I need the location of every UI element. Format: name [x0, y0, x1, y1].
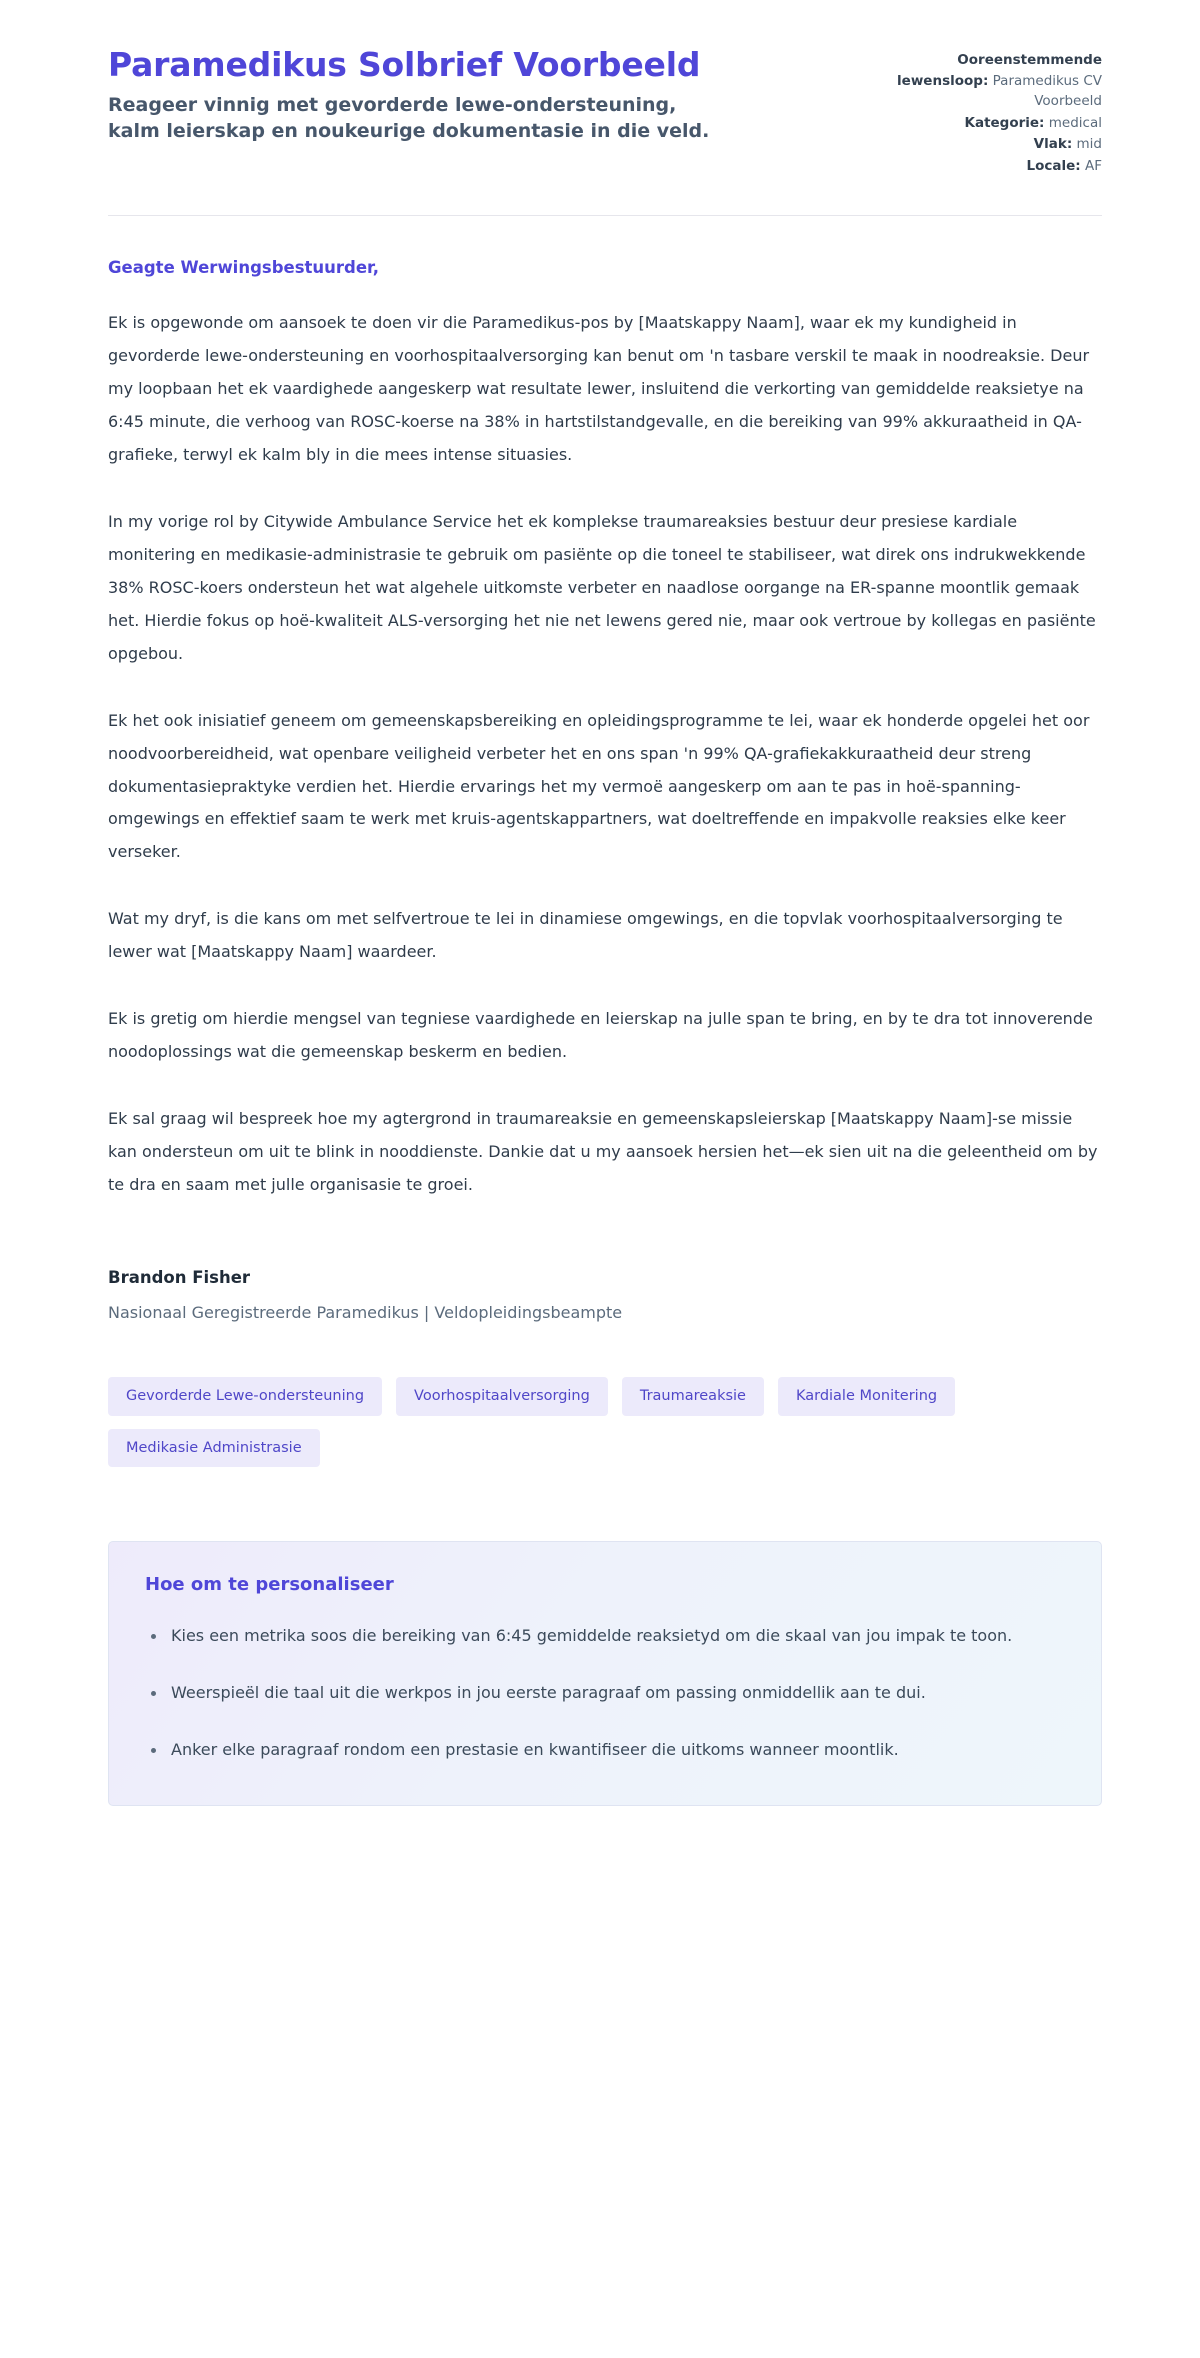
skill-tag-list [108, 1377, 1073, 1467]
skill-tag[interactable]: Traumareaksie [622, 1377, 764, 1416]
letter-paragraph: Ek is gretig om hierdie mengsel van tegniese vaardighede en leierskap na julle span te bring, en by te dra tot innoverende noodoplossings wat die gemeenskap beskerm en bedien. [108, 1009, 1093, 1062]
metadata-label: Ooreenstemmende lewensloop: [897, 52, 1102, 89]
signature-name: Brandon Fisher [108, 1268, 251, 1288]
callout-title: Hoe om te personaliseer [145, 1574, 394, 1596]
callout-tip-list [145, 1621, 1065, 1765]
letter-paragraph: In my vorige rol by Citywide Ambulance Service het ek komplekse traumareaksies bestuur deur presiese kardiale monitering en medikasie-administrasie te gebruik om pasiënte op die toneel te stabiliseer, wat direk ons indrukwekkende 38% ROSC-koers ondersteun het wat algehele uitkomste verbeter en naadlose oorgange na ER-spanne moontlik gemaak het. Hierdie fokus op hoë-kwaliteit ALS-versorging het nie net lewens gered nie, maar ook vertroue by kollegas en pasiënte opgebou. [108, 511, 1096, 663]
metadata-row-matching-resume [872, 50, 1102, 112]
signature-role: Nasionaal Geregistreerde Paramedikus | Veldopleidingsbeampte [108, 1303, 623, 1323]
callout-tip-item: Kies een metrika soos die bereiking van 6:45 gemiddelde reaksietyd om die skaal van jou impak te toon. [145, 1621, 1065, 1652]
metadata-value: medical [1048, 114, 1102, 131]
letter-paragraph: Ek sal graag wil bespreek hoe my agtergrond in traumareaksie en gemeenskapsleierskap [Maatskappy Naam]-se missie kan ondersteun om uit te blink in nooddienste. Dankie dat u my aansoek hersien het—ek sien uit na die geleentheid om by te dra en saam met julle organisasie te groei. [108, 1109, 1098, 1195]
personalization-callout [108, 1541, 1102, 1806]
cover-letter-body [108, 216, 1102, 1806]
page-subtitle: Reageer vinnig met gevorderde lewe-ondersteuning, kalm leierskap en noukeurige dokumentasie in die veld. [108, 93, 710, 142]
callout-tip-item: Weerspieël die taal uit die werkpos in jou eerste paragraaf om passing onmiddellik aan te dui. [145, 1678, 1065, 1709]
document-header [108, 44, 1102, 177]
letter-salutation: Geagte Werwingsbestuurder, [108, 258, 380, 278]
letter-paragraph: Ek is opgewonde om aansoek te doen vir die Paramedikus-pos by [Maatskappy Naam], waar ek my kundigheid in gevorderde lewe-ondersteuning en voorhospitaalversorging kan benut om 'n tasbare verskil te maak in noodreaksie. Deur my loopbaan het ek vaardighede aangeskerp wat resultate lewer, insluitend die verkorting van gemiddelde reaksietye na 6:45 minute, die verhoog van ROSC-koerse na 38% in hartstilstandgevalle, en die bereiking van 99% akkuraatheid in QA-grafieke, terwyl ek kalm bly in die mees intense situasies. [108, 313, 1090, 464]
skill-tag[interactable]: Medikasie Administrasie [108, 1429, 320, 1468]
skill-tag[interactable]: Gevorderde Lewe-ondersteuning [108, 1377, 382, 1416]
skill-tag[interactable]: Kardiale Monitering [778, 1377, 955, 1416]
metadata-label: Kategorie: [964, 114, 1045, 131]
letter-paragraph: Wat my dryf, is die kans om met selfvertroue te lei in dinamiese omgewings, en die topvlak voorhospitaalversorging te lewer wat [Maatskappy Naam] waardeer. [108, 909, 1063, 962]
metadata-label: Vlak: [1033, 136, 1073, 153]
metadata-value: AF [1084, 157, 1102, 174]
metadata-label: Locale: [1026, 157, 1081, 174]
metadata-value: Paramedikus CV Voorbeeld [992, 72, 1102, 110]
document-metadata [872, 44, 1102, 177]
metadata-row-level [872, 134, 1102, 155]
callout-tip-item: Anker elke paragraaf rondom een prestasie en kwantifiseer die uitkoms wanneer moontlik. [145, 1735, 1065, 1766]
metadata-value: mid [1076, 136, 1102, 153]
metadata-row-locale [872, 156, 1102, 177]
signature-block [108, 1268, 1102, 1325]
letter-paragraph: Ek het ook inisiatief geneem om gemeenskapsbereiking en opleidingsprogramme te lei, waar ek honderde opgelei het oor noodvoorbereidheid, wat openbare veiligheid verbeter het en ons span 'n 99% QA-grafiekakkuraatheid deur streng dokumentasiepraktyke verdien het. Hierdie ervarings het my vermoë aangeskerp om aan te pas in hoë-spanning-omgewings en effektief saam te werk met kruis-agentskappartners, wat doeltreffende en impakvolle reaksies elke keer verseker. [108, 710, 1090, 862]
metadata-row-category [872, 113, 1102, 134]
page-title: Paramedikus Solbrief Voorbeeld [108, 45, 701, 84]
skill-tag[interactable]: Voorhospitaalversorging [396, 1377, 608, 1416]
header-title-block [108, 44, 728, 144]
